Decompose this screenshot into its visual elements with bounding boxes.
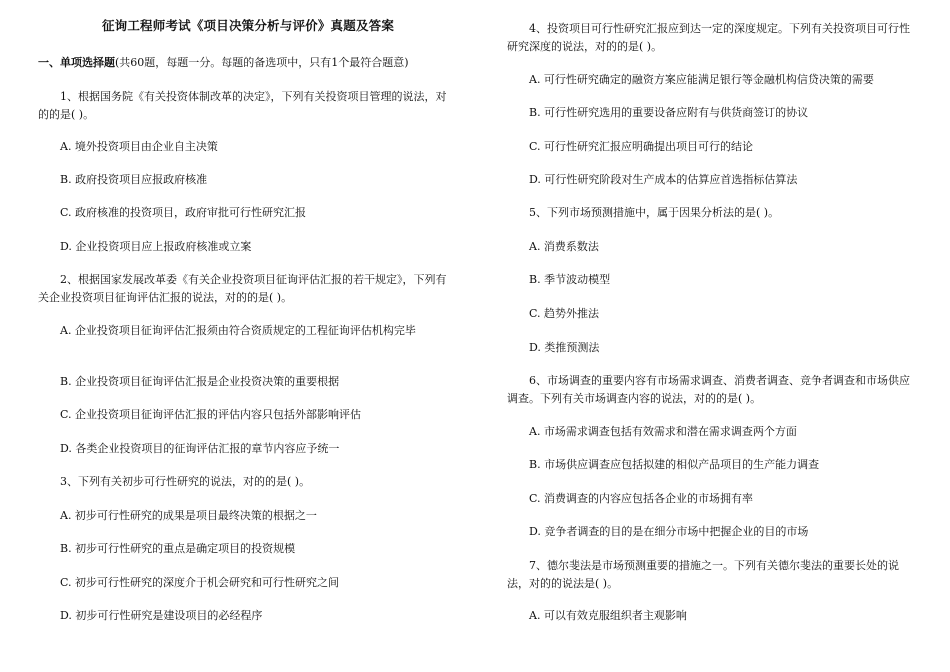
option-5a: A. 消费系数法 [529, 240, 599, 253]
option-2d: D. 各类企业投资项目的征询评估汇报的章节内容应予统一 [60, 442, 340, 455]
section-heading-label: 一、单项选择题 [38, 56, 115, 69]
option-3b: B. 初步可行性研究的重点是确定项目的投资规模 [60, 542, 296, 555]
option-3d: D. 初步可行性研究是建设项目的必经程序 [60, 609, 263, 622]
option-6c: C. 消费调查的内容应包括各企业的市场拥有率 [529, 492, 754, 505]
question-2: 2、根据国家发展改革委《有关企业投资项目征询评估汇报的若干规定》，下列有关企业投资项目征询评估汇报的说法，对的的是( )。 [38, 273, 447, 304]
question-6: 6、市场调查的重要内容有市场需求调查、消费者调查、竞争者调查和市场供应调查。下列有关市场调查内容的说法，对的的是( )。 [507, 374, 910, 405]
option-5d: D. 类推预测法 [529, 341, 600, 354]
option-4a: A. 可行性研究确定的融资方案应能满足银行等金融机构信贷决策的需要 [529, 73, 874, 86]
option-1a: A. 境外投资项目由企业自主决策 [60, 140, 218, 153]
option-4d: D. 可行性研究阶段对生产成本的估算应首选指标估算法 [529, 173, 798, 186]
option-3a: A. 初步可行性研究的成果是项目最终决策的根据之一 [60, 509, 317, 522]
option-6a: A. 市场需求调查包括有效需求和潜在需求调查两个方面 [529, 425, 797, 438]
option-4b: B. 可行性研究选用的重要设备应附有与供货商签订的协议 [529, 106, 809, 119]
question-3: 3、下列有关初步可行性研究的说法，对的的是( )。 [60, 475, 311, 488]
option-2c: C. 企业投资项目征询评估汇报的评估内容只包括外部影响评估 [60, 408, 362, 421]
section-heading [38, 54, 458, 70]
question-1: 1、根据国务院《有关投资体制改革的决定》，下列有关投资项目管理的说法，对的的是( )。 [38, 90, 447, 121]
option-5c: C. 趋势外推法 [529, 307, 600, 320]
document-title: 征询工程师考试《项目决策分析与评价》真题及答案 [101, 18, 395, 33]
option-6d: D. 竞争者调查的目的是在细分市场中把握企业的目的市场 [529, 525, 809, 538]
question-4: 4、投资项目可行性研究汇报应到达一定的深度规定。下列有关投资项目可行性研究深度的说法，对的的是( )。 [507, 22, 910, 53]
question-7: 7、德尔斐法是市场预测重要的措施之一。下列有关德尔斐法的重要长处的说法，对的的说法是( )。 [507, 559, 899, 590]
option-4c: C. 可行性研究汇报应明确提出项目可行的结论 [529, 140, 754, 153]
section-heading-note: (共60题，每题一分。每题的备选项中，只有1个最符合题意) [115, 56, 409, 69]
option-2a: A. 企业投资项目征询评估汇报须由符合资质规定的工程征询评估机构完毕 [60, 324, 416, 337]
option-1b: B. 政府投资项目应报政府核准 [60, 173, 208, 186]
option-1c: C. 政府核准的投资项目，政府审批可行性研究汇报 [60, 206, 307, 219]
option-2b: B. 企业投资项目征询评估汇报是企业投资决策的重要根据 [60, 375, 340, 388]
option-7a: A. 可以有效克服组织者主观影响 [529, 609, 687, 622]
question-5: 5、下列市场预测措施中，属于因果分析法的是( )。 [529, 206, 780, 219]
option-6b: B. 市场供应调查应包括拟建的相似产品项目的生产能力调查 [529, 458, 820, 471]
option-3c: C. 初步可行性研究的深度介于机会研究和可行性研究之间 [60, 576, 340, 589]
option-1d: D. 企业投资项目应上报政府核准或立案 [60, 240, 252, 253]
option-5b: B. 季节波动模型 [529, 273, 611, 286]
